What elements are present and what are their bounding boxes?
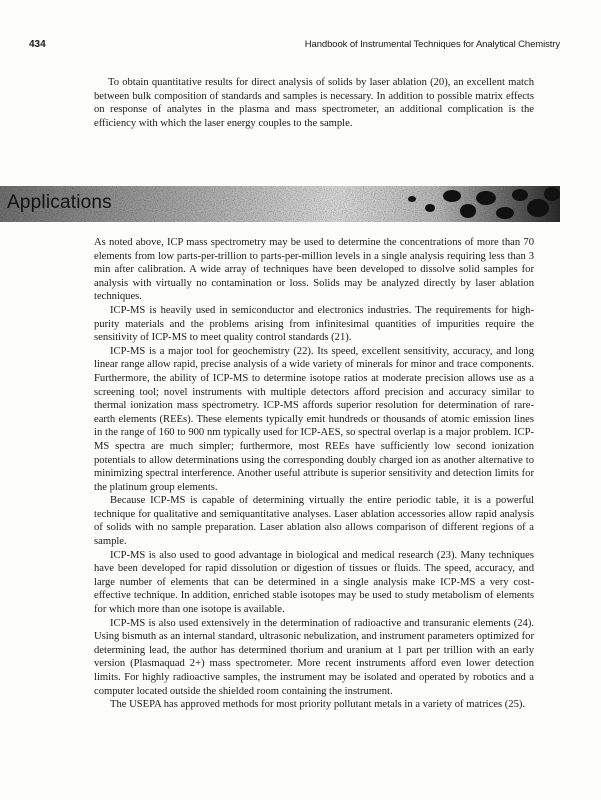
body-paragraph: As noted above, ICP mass spectrometry may be used to determine the concentrations of more than 70 elements from low parts-per-trillion to parts-per-million levels in a single analysis requiring less than 3 min after calibration. A wide array of techniques have been developed to dissolve solid samples for analysis with virtually no contamination or loss. Solids may be analyzed directly by laser ablation techniques. [94,237,534,303]
running-title: Handbook of Instrumental Techniques for Analytical Chemistry [304,39,560,50]
page-header [29,39,560,53]
section-title: Applications [7,192,112,213]
body-paragraph: ICP-MS is a major tool for geochemistry (22). Its speed, excellent sensitivity, accuracy, and long linear range allow rapid, precise analysis of a wide variety of minerals for minor and trace components. Furthermore, the ability of ICP-MS to determine isotope ratios at moderate precision allows use as a screening tool; novel instruments with multiple detectors afford precision and accuracy similar to thermal ionization mass spectrometry. ICP-MS affords superior resolution for determination of rare-earth elements (REEs). These elements typically emit hundreds or thousands of atomic emission lines in the range of 160 to 900 nm typically used for ICP-AES, so spectral overlap is a major problem. ICP-MS spectra are much simpler; furthermore, most REEs have sufficiently low second ionization potentials to allow determinations using the corresponding doubly charged ion as another alternative to minimizing spectral interference. Another useful attribute is superior sensitivity and detection limits for the platinum group elements. [94,345,534,493]
body-paragraph: ICP-MS is heavily used in semiconductor and electronics industries. The requirements for high-purity materials and the problems arising from infinitesimal quantities of impurities require the sensitivity of ICP-MS to meet quality control standards (21). [94,304,534,344]
body-paragraph: ICP-MS is also used extensively in the determination of radioactive and transuranic elements (24). Using bismuth as an internal standard, ultrasonic nebulization, and instrument parameters optimized for determining lead, the author has determined thorium and uranium at 1 part per trillion with an early version (Plasmaquad 2+) mass spectrometer. More recent instruments afford even lower detection limits. For highly radioactive samples, the instrument may be isolated and operated by robotics and a computer located outside the shielded room containing the instrument. [94,617,534,697]
body-paragraph: Because ICP-MS is capable of determining virtually the entire periodic table, it is a powerful technique for qualitative and semiquantitative analyses. Laser ablation accessories allow rapid analysis of solids with no sample preparation. Laser ablation also allows comparison of different regions of a sample. [94,495,534,548]
page-number: 434 [29,39,46,50]
section-banner [0,186,560,222]
body-text-block [94,236,534,712]
intro-text-block [94,76,534,130]
body-paragraph: The USEPA has approved methods for most priority pollutant metals in a variety of matrices (25). [110,699,526,711]
intro-paragraph: To obtain quantitative results for direct analysis of solids by laser ablation (20), an excellent match between bulk composition of standards and samples is necessary. In addition to possible matrix effects on response of analytes in the plasma and mass spectrometer, an additional complication is the efficiency with which the laser energy couples to the sample. [94,77,534,129]
body-paragraph: ICP-MS is also used to good advantage in biological and medical research (23). Many techniques have been developed for rapid dissolution or digestion of tissues or fluids. The speed, accuracy, and large number of elements that can be determined in a single analysis make ICP-MS a very cost-effective technique. In addition, enriched stable isotopes may be used to study metabolism of elements for which more than one isotope is available. [94,549,534,616]
